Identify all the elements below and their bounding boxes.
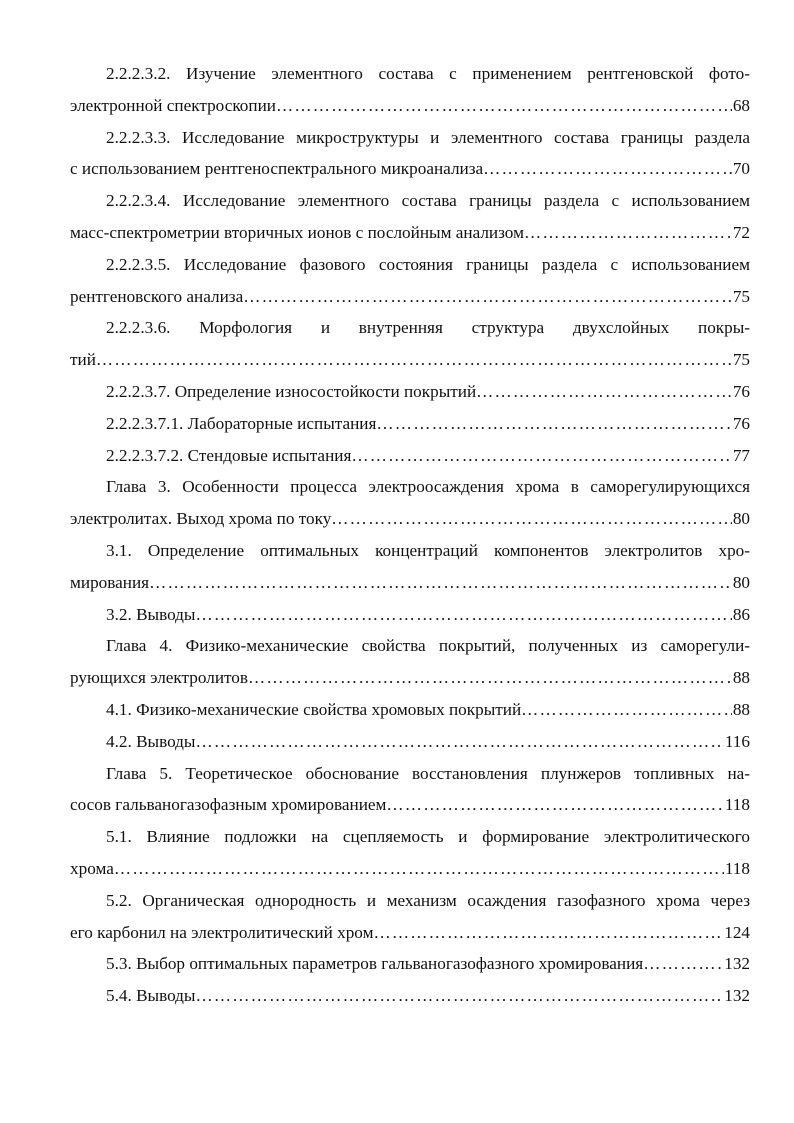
toc-entry-title: 2.2.2.3.7.1. Лабораторные испытания [106,413,377,433]
toc-entry [70,726,750,758]
toc-entry-title: 2.2.2.3.4. Исследование элементного состава границы раздела с использованием [106,191,750,211]
toc-page-number: 88 [732,699,750,719]
toc-entry-title: 4.1. Физико-механические свойства хромовых покрытий [106,699,522,719]
toc-page-number: 76 [732,381,750,401]
toc-page-number: 70 [732,159,750,179]
toc-entry-title-cont: рующихся электролитов [70,668,249,688]
toc-entry-title-cont: рентгеновского анализа [70,286,244,306]
toc-entry [70,821,750,885]
leader-dots [243,281,732,313]
toc-entry-title: 2.2.2.3.2. Изучение элементного состава с применением рентгеновской фото- [106,64,750,83]
toc-entry-title-cont: электронной спектроскопии [70,95,276,115]
toc-entry [70,948,750,980]
toc-entry-title: 2.2.2.3.7.2. Стендовые испытания [106,445,352,465]
toc-entry-title-cont: сосов гальваногазофазным хромированием [70,795,387,815]
toc-page-number: 77 [732,445,750,465]
leader-dots [524,217,732,249]
toc-entry-title: 2.2.2.3.5. Исследование фазового состояния границы раздела с использованием [106,254,750,274]
toc-entry [70,249,750,313]
toc-entry [70,58,750,122]
leader-dots [248,662,732,694]
leader-dots [96,344,732,376]
leader-dots [195,980,723,1012]
toc-page-number: 75 [732,286,750,306]
toc-page-number: 80 [732,572,750,592]
toc-page-number: 132 [724,986,750,1006]
toc-entry [70,758,750,822]
leader-dots [351,440,731,472]
leader-dots [643,948,723,980]
toc-entry-title-cont: масс-спектрометрии вторичных ионов с послойным анализом [70,222,524,242]
leader-dots [195,599,731,631]
leader-dots [376,408,731,440]
toc-entry-title: Глава 4. Физико-механические свойства покрытий, полученных из саморегули- [106,636,750,656]
toc-entry-title: 2.2.2.3.7. Определение износостойкости покрытий [106,381,477,401]
leader-dots [331,503,732,535]
toc-entry-title-cont: с использованием рентгеноспектрального микроанализа [70,159,484,179]
toc-entry-title: 2.2.2.3.6. Морфология и внутренняя структура двухслойных покры- [106,318,750,338]
toc-entry [70,440,750,472]
toc-page-number: 68 [732,95,750,115]
toc-entry [70,312,750,376]
table-of-contents [70,58,750,1012]
toc-entry-title-cont: его карбонил на электролитический хром [70,922,374,942]
toc-page-number: 86 [732,604,750,624]
leader-dots [521,694,732,726]
toc-page-number: 76 [732,413,750,433]
toc-entry-title: Глава 3. Особенности процесса электроосаждения хрома в саморегулирующихся [106,477,750,497]
toc-entry-title-cont: тий [70,350,96,370]
toc-entry-title: Глава 5. Теоретическое обоснование восстановления плунжеров топливных на- [106,763,750,783]
toc-entry [70,885,750,949]
leader-dots [386,789,723,821]
leader-dots [476,376,732,408]
toc-entry [70,185,750,249]
toc-page-number: 75 [732,350,750,370]
toc-page-number: 88 [732,668,750,688]
toc-entry-title: 5.3. Выбор оптимальных параметров гальваногазофазного хромирования [106,954,644,974]
toc-entry-title: 5.4. Выводы [106,986,196,1006]
toc-entry-title: 5.1. Влияние подложки на сцепляемость и формирование электролитического [106,827,750,847]
toc-page-number: 118 [724,795,750,815]
toc-entry-title-cont: хрома [70,858,114,878]
leader-dots [195,726,723,758]
toc-entry-title: 3.1. Определение оптимальных концентраций компонентов электролитов хро- [106,540,750,560]
leader-dots [483,153,732,185]
toc-entry [70,122,750,186]
toc-entry-title-cont: электролитах. Выход хрома по току [70,509,332,529]
toc-page-number: 118 [724,858,750,878]
toc-entry [70,471,750,535]
toc-entry-title: 2.2.2.3.3. Исследование микроструктуры и элементного состава границы раздела [106,127,750,147]
toc-entry [70,535,750,599]
toc-entry [70,599,750,631]
toc-entry [70,630,750,694]
toc-entry [70,376,750,408]
leader-dots [373,917,723,949]
leader-dots [149,567,732,599]
toc-entry [70,408,750,440]
toc-page-number: 116 [724,731,750,751]
leader-dots [114,853,724,885]
toc-page-number: 72 [732,222,750,242]
toc-entry-title: 5.2. Органическая однородность и механизм осаждения газофазного хрома через [106,890,750,910]
toc-entry-title: 4.2. Выводы [106,731,196,751]
toc-entry [70,694,750,726]
toc-entry-title-cont: мирования [70,572,150,592]
toc-page-number: 132 [724,954,750,974]
toc-page-number: 80 [732,509,750,529]
toc-entry-title: 3.2. Выводы [106,604,196,624]
toc-entry [70,980,750,1012]
toc-page-number: 124 [724,922,750,942]
leader-dots [276,90,732,122]
